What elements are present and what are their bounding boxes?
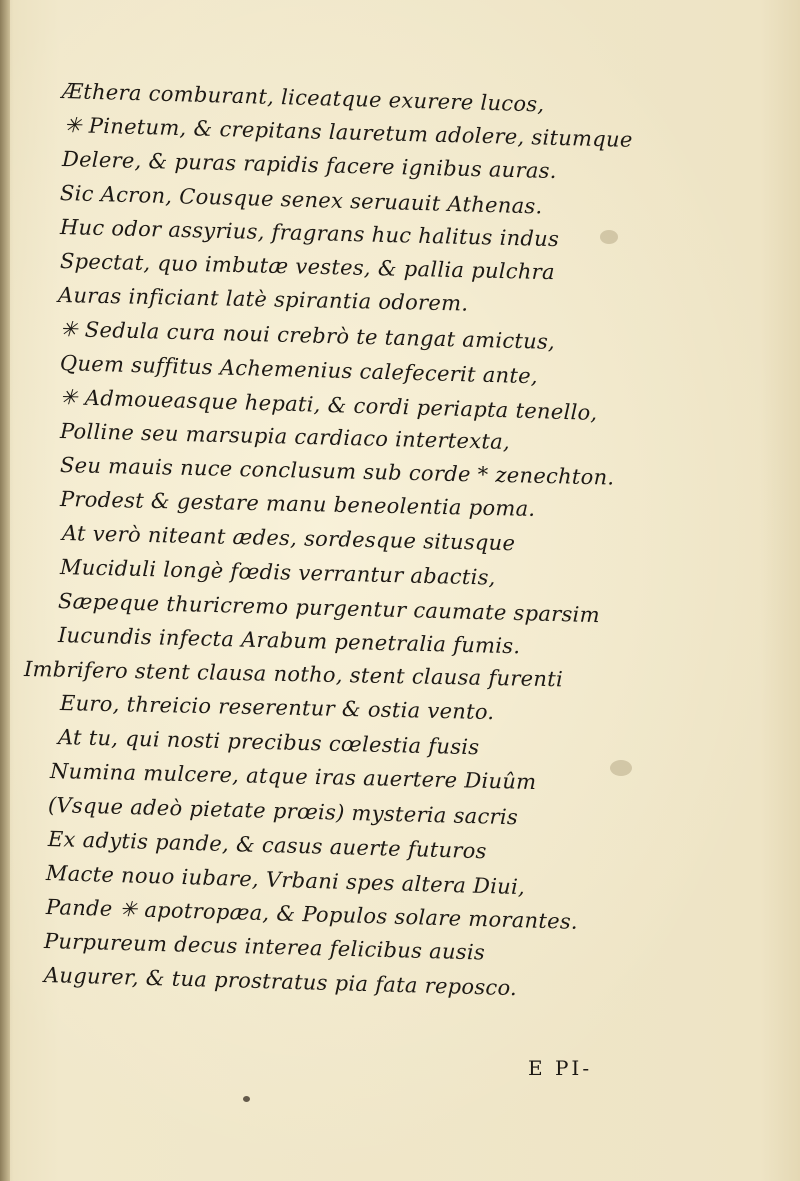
poem-line: At tu, qui nosti precibus cœlestia fusis <box>57 725 480 760</box>
poem-line: ✳ Sedula cura noui crebrò te tangat amictus, <box>59 317 556 354</box>
poem-line: Delere, & puras rapidis facere ignibus auras. <box>61 147 558 184</box>
poem-line: ✳ Pinetum, & crepitans lauretum adolere, situmque <box>63 113 633 152</box>
poem-line: Sæpeque thuricremo purgentur caumate sparsim <box>57 589 601 628</box>
poem-line: Ex adytis pande, & casus auerte futuros <box>47 827 488 864</box>
poem-line: Numina mulcere, atque iras auertere Diuûm <box>49 759 537 795</box>
poem-line: Polline seu marsupia cardiaco intertexta, <box>59 419 511 454</box>
poem-line: At verò niteant ædes, sordesque situsque <box>61 521 516 556</box>
poem-line: Euro, threicio reserentur & ostia vento. <box>59 691 495 725</box>
poem-line: Muciduli longè fœdis verrantur abactis, <box>59 555 496 590</box>
poem-line: Macte nouo iubare, Vrbani spes altera Diui, <box>45 861 526 900</box>
poem-line: Imbrifero stent clausa notho, stent clausa furenti <box>23 657 564 692</box>
poem-line: ✳ Admoueasque hepati, & cordi periapta tenello, <box>59 385 598 425</box>
poem-line: Seu mauis nuce conclusum sub corde * zenechton. <box>59 453 615 490</box>
poem-line: Sic Acron, Cousque senex seruauit Athenas. <box>59 181 543 219</box>
paper-stain <box>600 230 618 244</box>
paper-stain <box>610 760 632 776</box>
poem-line: (Vsque adeò pietate prœis) mysteria sacris <box>47 793 519 830</box>
poem-line: Purpureum decus interea felicibus ausis <box>43 929 486 965</box>
poem-line: Spectat, quo imbutæ vestes, & pallia pulchra <box>59 249 556 285</box>
poem-line: Augurer, & tua prostratus pia fata reposco. <box>43 963 518 1001</box>
poem-line: Iucundis infecta Arabum penetralia fumis. <box>57 623 521 659</box>
poem-line: Huc odor assyrius, fragrans huc halitus indus <box>59 215 560 252</box>
poem-line: Quem suffitus Achemenius calefecerit ante, <box>59 351 539 389</box>
poem-line: Auras inficiant latè spirantia odorem. <box>57 283 469 316</box>
catchword: E PI- <box>528 1056 593 1080</box>
ink-spot <box>243 1096 250 1102</box>
poem-line: Prodest & gestare manu beneolentia poma. <box>59 487 536 521</box>
poem-line: Pande ✳ apotropæa, & Populos solare morantes. <box>45 895 579 934</box>
poem-line: Æthera comburant, liceatque exurere lucos, <box>61 79 545 117</box>
